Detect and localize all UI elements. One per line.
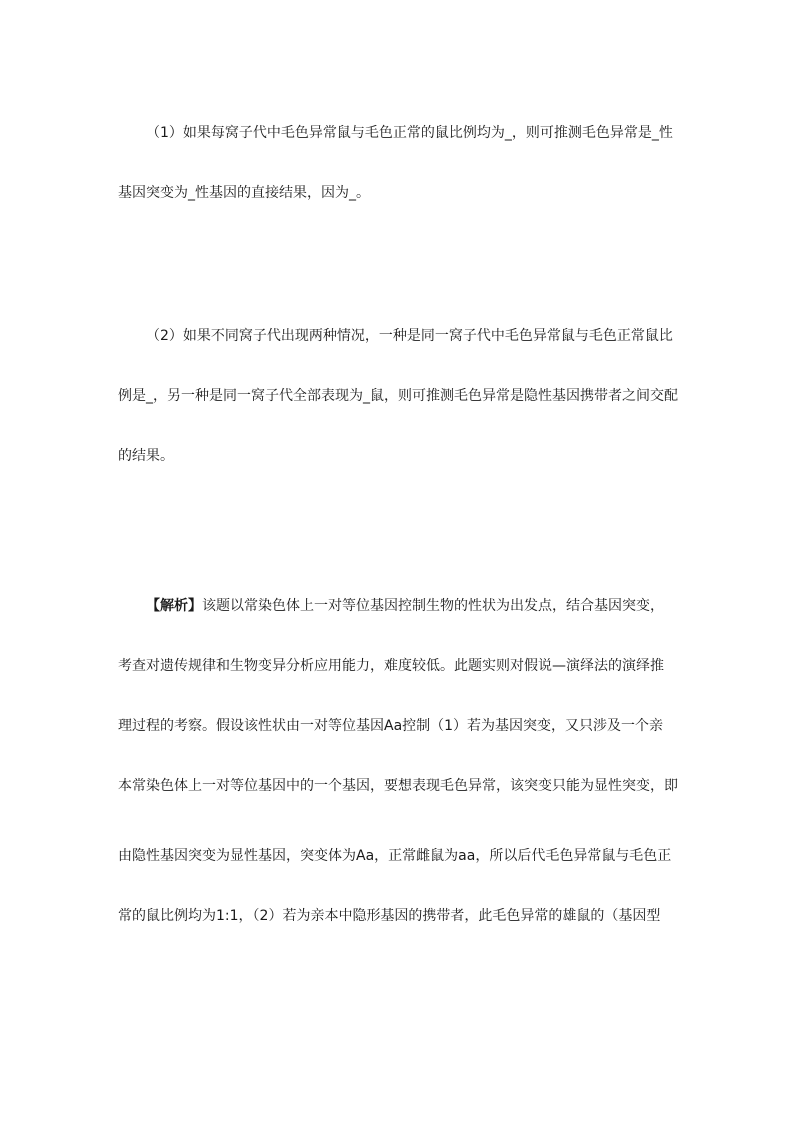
analysis-line3: 理过程的考察。假设该性状由一对等位基因Aa控制（1）若为基因突变，又只涉及一个亲 bbox=[118, 718, 664, 734]
analysis-label: 【解析】 bbox=[146, 598, 202, 614]
question-part1-line2: 基因突变为_性基因的直接结果，因为_。 bbox=[118, 185, 370, 201]
analysis-line5: 由隐性基因突变为显性基因，突变体为Aa，正常雌鼠为aa，所以后代毛色异常鼠与毛色正 bbox=[118, 848, 672, 864]
question-part2-line3: 的结果。 bbox=[118, 448, 174, 464]
question-part1-line1: （1）如果每窝子代中毛色异常鼠与毛色正常的鼠比例均为_，则可推测毛色异常是_性 bbox=[146, 125, 673, 141]
analysis-line4: 本常染色体上一对等位基因中的一个基因，要想表现毛色异常，该突变只能为显性突变，即 bbox=[118, 778, 678, 794]
question-part2-line2: 例是_，另一种是同一窝子代全部表现为_鼠，则可推测毛色异常是隐性基因携带者之间交配 bbox=[118, 388, 678, 404]
analysis-line1 bbox=[146, 596, 678, 616]
analysis-line6: 常的鼠比例均为1:1，（2）若为亲本中隐形基因的携带者，此毛色异常的雄鼠的（基因型 bbox=[118, 908, 661, 924]
analysis-text-1: 该题以常染色体上一对等位基因控制生物的性状为出发点，结合基因突变， bbox=[202, 598, 664, 614]
analysis-line2: 考查对遗传规律和生物变异分析应用能力，难度较低。此题实则对假说—演绎法的演绎推 bbox=[118, 658, 664, 674]
question-part2-line1: （2）如果不同窝子代出现两种情况，一种是同一窝子代中毛色异常鼠与毛色正常鼠比 bbox=[146, 328, 673, 344]
